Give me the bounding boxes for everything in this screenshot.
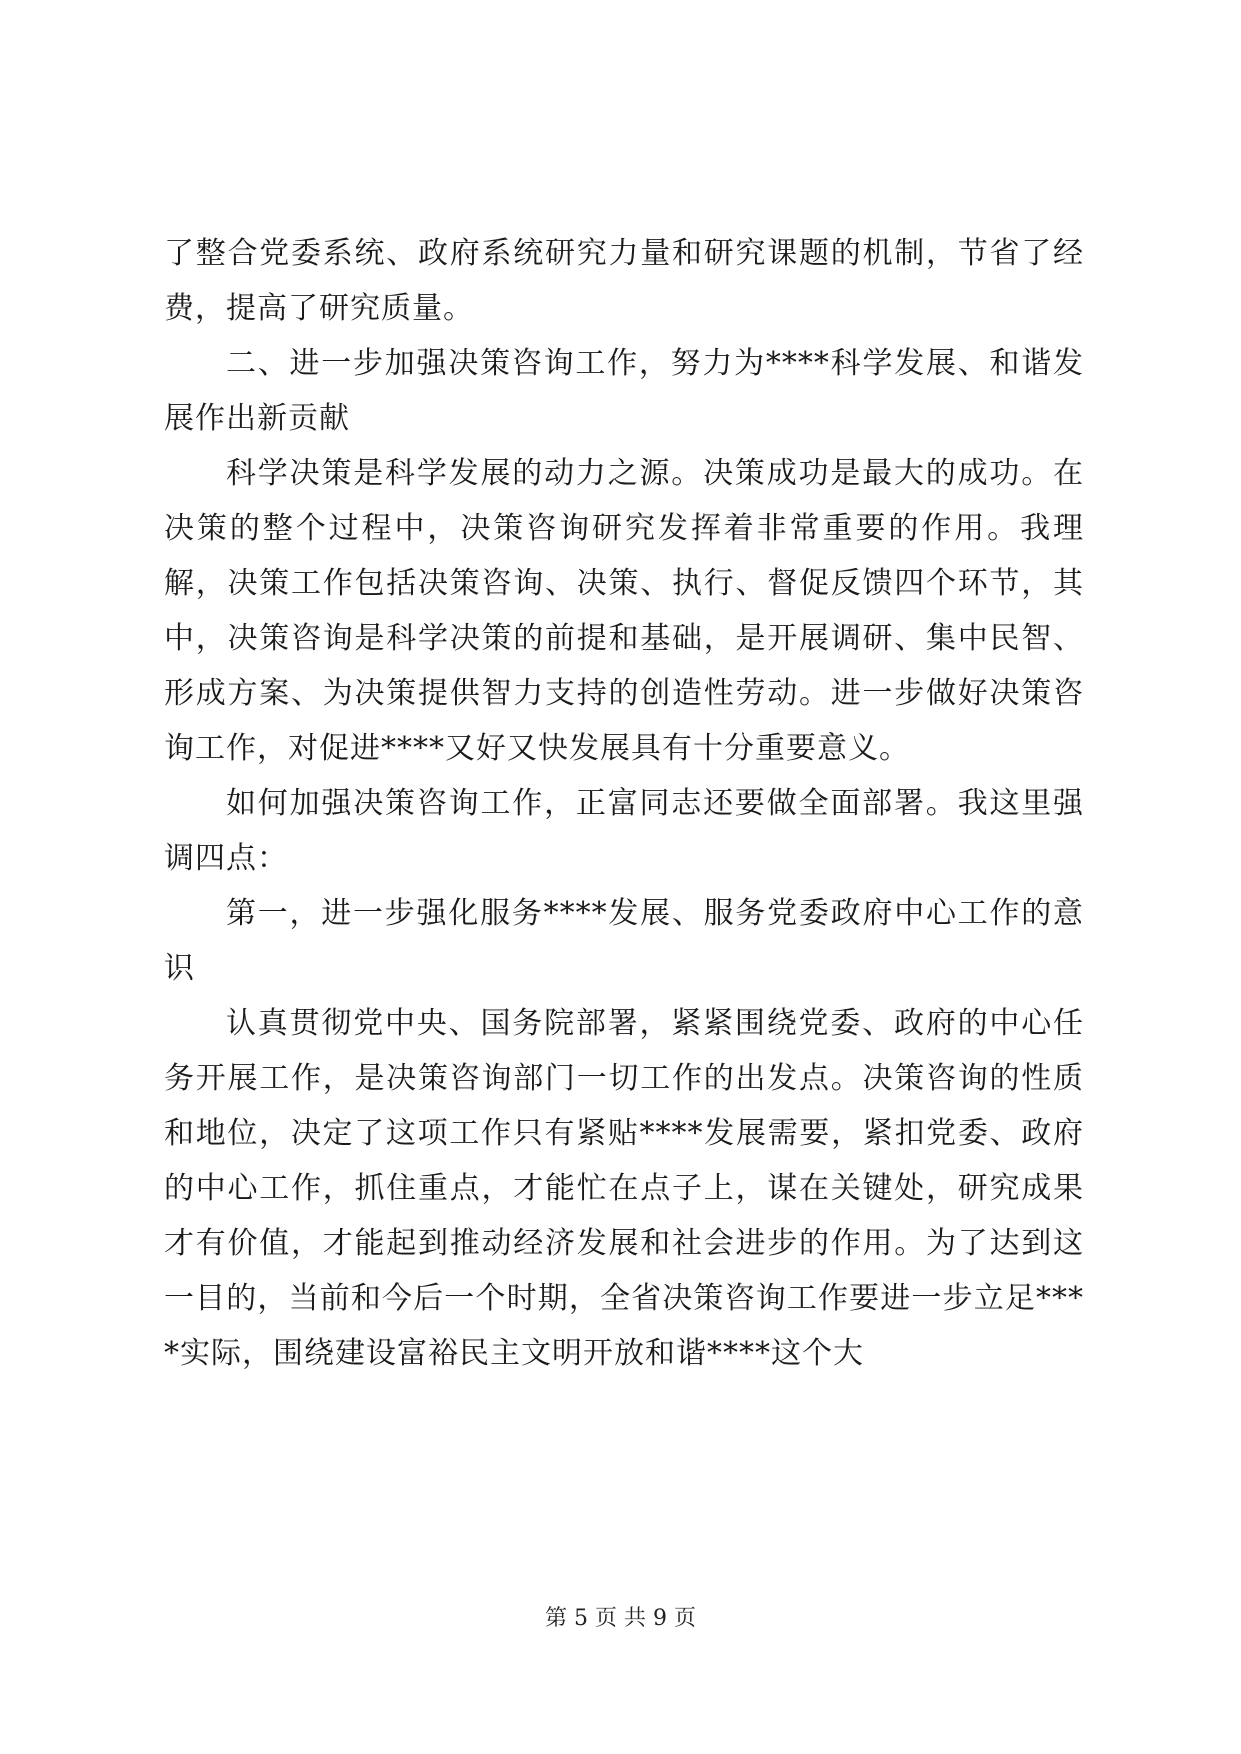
paragraph: 如何加强决策咨询工作，正富同志还要做全面部署。我这里强调四点：: [164, 786, 1084, 876]
paragraph-continuation: 了整合党委系统、政府系统研究力量和研究课题的机制，节省了经费，提高了研究质量。: [164, 236, 1084, 326]
section-heading: 二、进一步加强决策咨询工作，努力为****科学发展、和谐发展作出新贡献: [164, 346, 1084, 436]
page-number-footer: 第 5 页 共 9 页: [545, 1606, 696, 1631]
document-body: [164, 226, 1084, 1381]
subsection-heading: 第一，进一步强化服务****发展、服务党委政府中心工作的意识: [164, 896, 1084, 986]
paragraph: 认真贯彻党中央、国务院部署，紧紧围绕党委、政府的中心任务开展工作，是决策咨询部门一切工作的出发点。决策咨询的性质和地位，决定了这项工作只有紧贴****发展需要，紧扣党委、政府的中心工作，抓住重点，才能忙在点子上，谋在关键处，研究成果才有价值，才能起到推动经济发展和社会进步的作用。为了达到这一目的，当前和今后一个时期，全省决策咨询工作要进一步立足****实际，围绕建设富裕民主文明开放和谐****这个大: [164, 1006, 1084, 1371]
paragraph: 科学决策是科学发展的动力之源。决策成功是最大的成功。在决策的整个过程中，决策咨询研究发挥着非常重要的作用。我理解，决策工作包括决策咨询、决策、执行、督促反馈四个环节，其中，决策咨询是科学决策的前提和基础，是开展调研、集中民智、形成方案、为决策提供智力支持的创造性劳动。进一步做好决策咨询工作，对促进****又好又快发展具有十分重要意义。: [164, 456, 1084, 766]
